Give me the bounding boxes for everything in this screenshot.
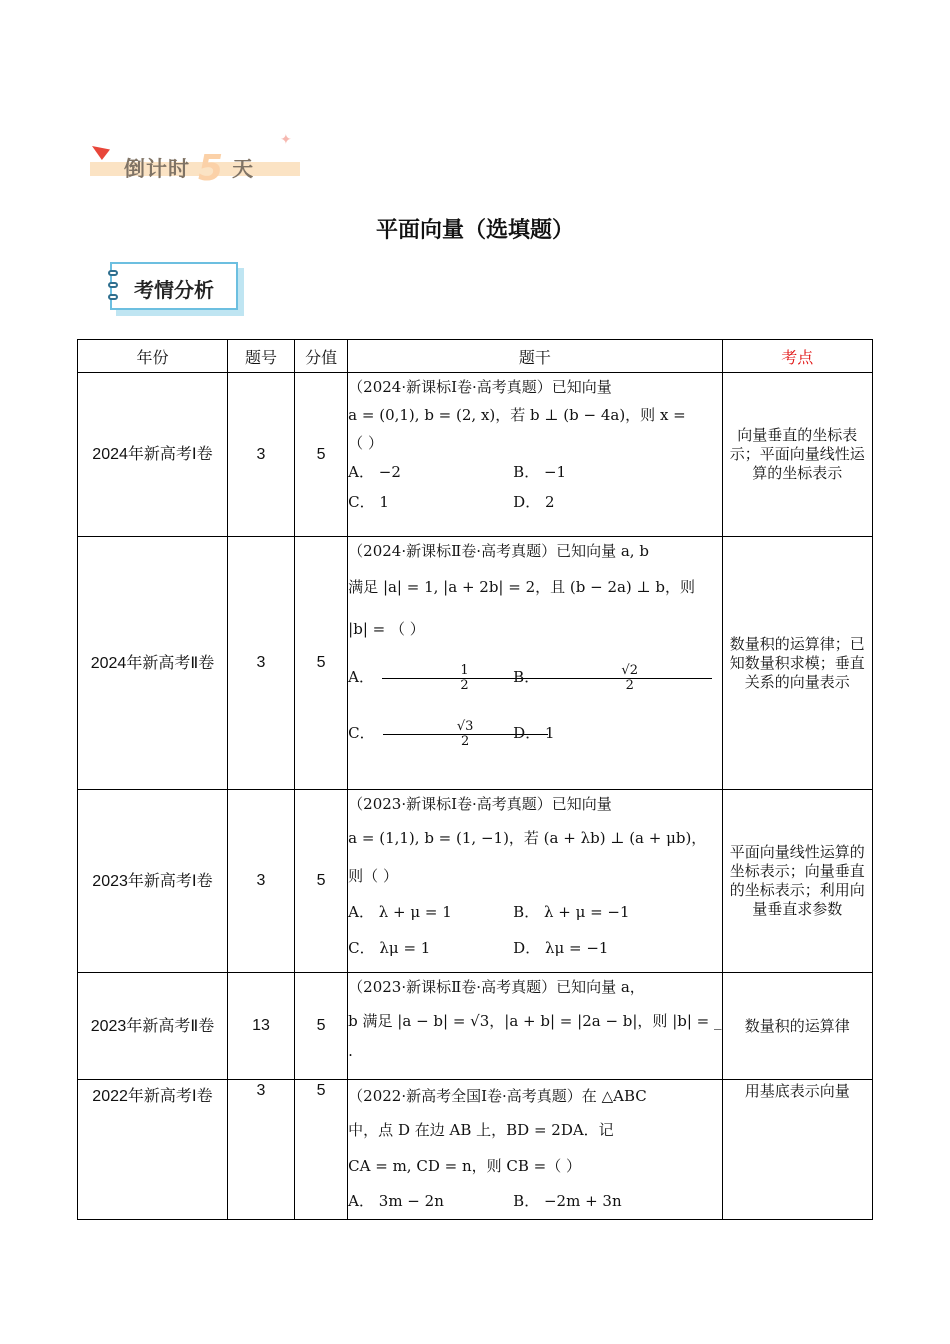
option-a [348, 649, 513, 705]
table-row [78, 373, 873, 537]
option-c [348, 705, 513, 761]
section-tag [110, 262, 244, 314]
stem-line: CA = m, CD = n，则 CB =（ ） [348, 1157, 581, 1175]
fraction-b [547, 664, 712, 693]
row-score: 5 [295, 973, 348, 1080]
table-row [78, 973, 873, 1080]
row-num: 13 [227, 973, 294, 1080]
header-score: 分值 [295, 340, 348, 373]
exam-analysis-table [77, 339, 873, 1220]
row-stem [348, 1080, 722, 1220]
section-tag-box [110, 262, 238, 310]
countdown-text [124, 144, 255, 189]
row-year: 2023年新高考Ⅱ卷 [78, 973, 228, 1080]
ring-icon [108, 294, 118, 300]
fraction-denominator: 2 [460, 677, 469, 693]
stem-line: a = (1,1), b = (1, −1)，若 (a + λb) ⊥ (a + μb)， [348, 829, 707, 847]
ring-icon [108, 282, 118, 288]
option-c: C． 1 [348, 493, 389, 511]
fraction-numerator: √2 [547, 664, 712, 679]
row-point: 数量积的运算律；已知数量积求模；垂直关系的向量表示 [722, 537, 872, 790]
flag-icon [92, 146, 110, 160]
row-score: 5 [295, 1080, 348, 1220]
option-row [348, 705, 721, 761]
fraction-denominator: 2 [461, 733, 470, 749]
stem-line: （2023·新课标Ⅰ卷·高考真题）已知向量 [348, 795, 612, 813]
stem-line: （2023·新课标Ⅱ卷·高考真题）已知向量 a， [348, 978, 645, 996]
option-a-label: A． [348, 668, 375, 686]
table-header-row [78, 340, 873, 373]
option-d: D． 2 [513, 493, 555, 511]
option-row [348, 894, 721, 930]
option-row [348, 930, 721, 966]
countdown-suffix: 天 [232, 157, 255, 181]
page-title: 平面向量（选填题） [375, 217, 574, 243]
stem-line: （ ） [348, 434, 383, 452]
option-d: D． 1 [513, 724, 555, 742]
stem-line: 中，点 D 在边 AB 上，BD = 2DA．记 [348, 1121, 614, 1139]
table-row [78, 537, 873, 790]
stem-line: a = (0,1), b = (2, x)，若 b ⊥ (b − 4a)，则 x = [348, 406, 686, 424]
ring-icon [108, 270, 118, 276]
row-point: 数量积的运算律 [722, 973, 872, 1080]
row-year: 2022年新高考Ⅰ卷 [78, 1080, 228, 1220]
stem-line: b 满足 |a − b| = √3，|a + b| = |2a − b|，则 |b| = _ [348, 1012, 722, 1030]
table-row [78, 1080, 873, 1220]
option-a: A． 3m − 2n [348, 1192, 444, 1210]
option-c-label: C． [348, 724, 375, 742]
option-a: A． −2 [348, 463, 401, 481]
fraction-denominator: 2 [625, 677, 634, 693]
table-row [78, 790, 873, 973]
row-num: 3 [227, 1080, 294, 1220]
sparkle-icon: ✦ [280, 132, 292, 148]
row-score: 5 [295, 373, 348, 537]
row-score: 5 [295, 537, 348, 790]
option-b: B． −2m + 3n [513, 1192, 622, 1210]
option-row [348, 457, 721, 487]
row-year: 2024年新高考Ⅰ卷 [78, 373, 228, 537]
option-b: B． λ + μ = −1 [513, 903, 630, 921]
option-a: A． λ + μ = 1 [348, 903, 452, 921]
option-row [348, 1184, 721, 1218]
row-stem [348, 537, 722, 790]
option-d: D． λμ = −1 [513, 939, 609, 957]
stem-line: （2024·新课标Ⅱ卷·高考真题）已知向量 a, b [348, 542, 649, 560]
option-c: C． λμ = 1 [348, 939, 431, 957]
header-year: 年份 [78, 340, 228, 373]
option-b [513, 649, 678, 705]
stem-line: 则（ ） [348, 867, 398, 885]
countdown-prefix: 倒计时 [124, 157, 190, 181]
option-b-label: B． [513, 668, 540, 686]
stem-line: （2022·新高考全国Ⅰ卷·高考真题）在 △ABC [348, 1087, 647, 1105]
row-point: 用基底表示向量 [722, 1080, 872, 1220]
option-row [348, 649, 721, 705]
row-year: 2023年新高考Ⅰ卷 [78, 790, 228, 973]
row-stem [348, 973, 722, 1080]
stem-line: （2024·新课标Ⅰ卷·高考真题）已知向量 [348, 378, 612, 396]
row-year: 2024年新高考Ⅱ卷 [78, 537, 228, 790]
row-stem [348, 373, 722, 537]
row-num: 3 [227, 537, 294, 790]
row-point: 平面向量线性运算的坐标表示；向量垂直的坐标表示；利用向量垂直求参数 [722, 790, 872, 973]
header-point: 考点 [722, 340, 872, 373]
countdown-number: 5 [198, 148, 225, 189]
header-stem: 题干 [348, 340, 722, 373]
stem-line: . [348, 1042, 353, 1060]
stem-line: |b| = （ ） [348, 620, 425, 638]
header-num: 题号 [227, 340, 294, 373]
row-score: 5 [295, 790, 348, 973]
row-point: 向量垂直的坐标表示；平面向量线性运算的坐标表示 [722, 373, 872, 537]
row-num: 3 [227, 790, 294, 973]
fraction-numerator: √3 [383, 720, 548, 735]
stem-line: 满足 |a| = 1, |a + 2b| = 2，且 (b − 2a) ⊥ b，则 [348, 578, 696, 596]
option-row [348, 487, 721, 517]
option-b: B． −1 [513, 463, 567, 481]
row-num: 3 [227, 373, 294, 537]
fraction-numerator: 1 [382, 664, 547, 679]
section-label: 考情分析 [134, 278, 214, 302]
row-stem [348, 790, 722, 973]
countdown-banner [90, 132, 300, 189]
